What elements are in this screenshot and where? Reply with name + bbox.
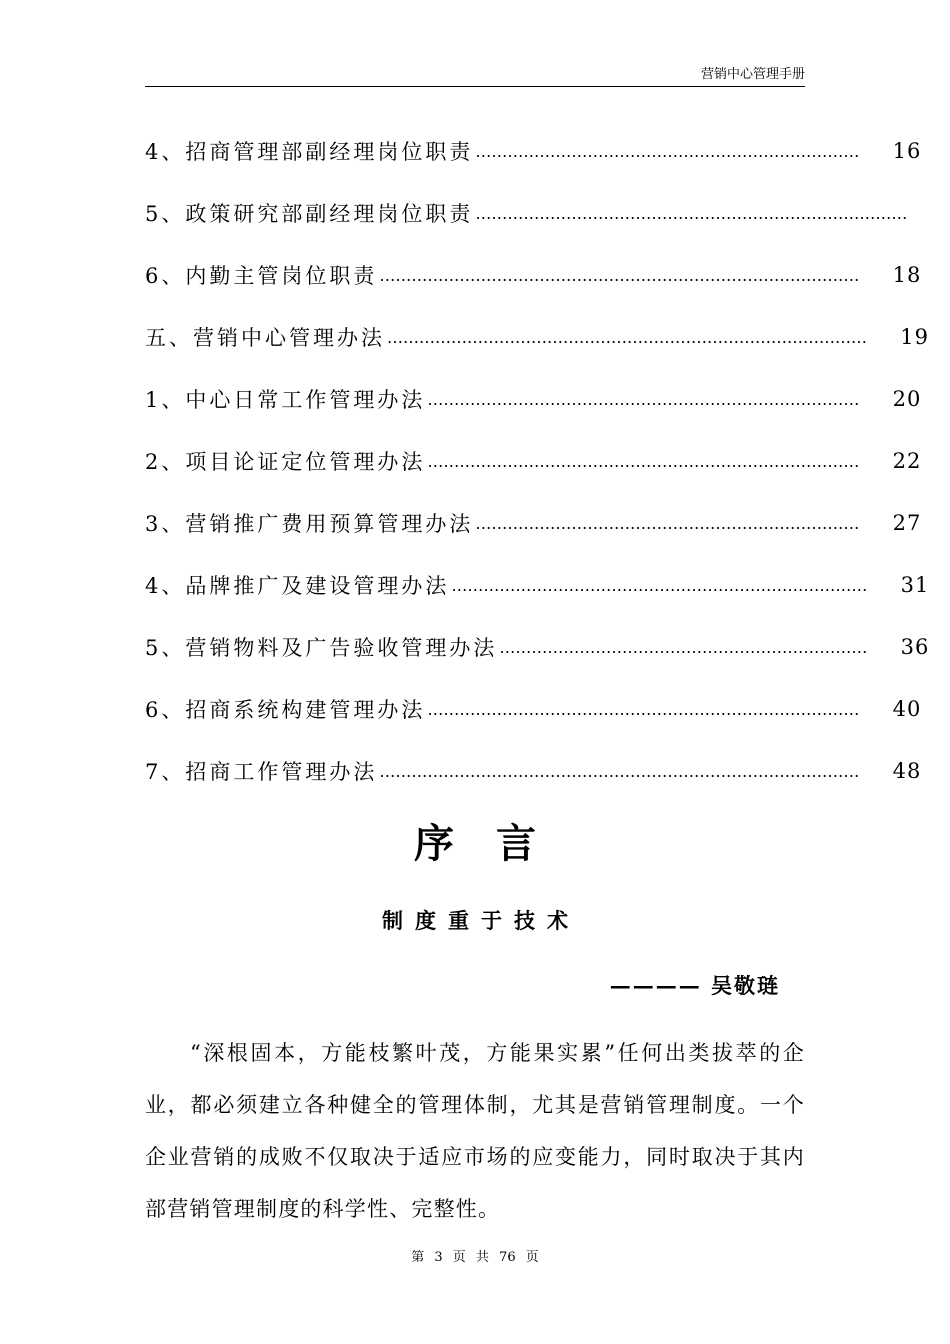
toc-entry-label: 3、营销推广费用预算管理办法	[145, 512, 474, 536]
toc-entry-label: 6、招商系统构建管理办法	[145, 698, 426, 722]
toc-entry[interactable]	[145, 244, 922, 306]
toc-entry-leader: ………………………………………………………………………………	[387, 327, 867, 347]
toc-entry-leader: ………………………………………………………………………	[475, 203, 908, 223]
toc-entry-page: 18	[892, 263, 922, 287]
toc-entry-label: 五、营销中心管理办法	[145, 326, 385, 350]
toc-entry[interactable]	[145, 554, 930, 616]
toc-entry-label: 2、项目论证定位管理办法	[145, 450, 426, 474]
toc-entry[interactable]	[145, 740, 922, 802]
toc-entry-leader: ………………………………………………………………………………	[379, 265, 860, 285]
toc-entry-label: 6、内勤主管岗位职责	[145, 264, 378, 288]
toc-entry-page: 36	[900, 635, 930, 659]
page-header	[145, 66, 805, 87]
toc-entry-leader: ………………………………………………………………………	[427, 699, 860, 719]
toc-entry-page: 22	[892, 449, 922, 473]
toc-entry-leader: ………………………………………………………………………………	[379, 761, 860, 781]
section-author: ———— 吴敬琏	[609, 973, 780, 998]
toc-entry-page: 20	[892, 387, 922, 411]
toc-entry-label: 4、品牌推广及建设管理办法	[145, 574, 450, 598]
toc-entry-page: 27	[892, 511, 922, 535]
toc-entry-label: 7、招商工作管理办法	[145, 760, 378, 784]
toc-entry[interactable]	[145, 678, 922, 740]
page-footer: 第 3 页 共 76 页	[411, 1250, 539, 1265]
toc-entry[interactable]	[145, 430, 922, 492]
toc-entry[interactable]	[145, 368, 922, 430]
toc-entry-page: 48	[892, 759, 922, 783]
toc-entry-leader: ………………………………………………………………………	[427, 389, 860, 409]
toc-entry[interactable]	[145, 306, 929, 368]
toc-entry-label: 1、中心日常工作管理办法	[145, 388, 426, 412]
toc-entry[interactable]	[145, 120, 922, 182]
toc-entry-page: 31	[900, 573, 930, 597]
toc-entry[interactable]	[145, 492, 922, 554]
toc-entry-leader: ………………………………………………………………………	[427, 451, 860, 471]
table-of-contents	[145, 120, 930, 802]
toc-entry-page: 16	[892, 139, 922, 163]
toc-entry-leader: ……………………………………………………………………	[451, 575, 868, 595]
section-subtitle: 制度重于技术	[382, 908, 580, 933]
toc-entry-page: 19	[900, 325, 929, 349]
body-paragraph: “深根固本，方能枝繁叶茂，方能果实累”任何出类拔萃的企业，都必须建立各种健全的管理体制，尤其是营销管理制度。一个企业营销的成败不仅取决于适应市场的应变能力，同时取决于其内部营销管理制度的科学性、完整性。	[145, 1041, 805, 1221]
toc-entry-leader: ………………………………………………………………	[475, 141, 860, 161]
toc-entry-page: 40	[892, 697, 922, 721]
toc-entry-leader: ………………………………………………………………	[475, 513, 860, 533]
header-title: 营销中心管理手册	[700, 67, 805, 82]
toc-entry[interactable]	[145, 616, 930, 678]
toc-entry[interactable]	[145, 182, 908, 244]
section-title: 序言	[414, 820, 578, 867]
toc-entry-label: 5、营销物料及广告验收管理办法	[145, 636, 498, 660]
toc-entry-label: 4、招商管理部副经理岗位职责	[145, 140, 474, 164]
toc-entry-label: 5、政策研究部副经理岗位职责	[145, 202, 474, 226]
toc-entry-leader: ……………………………………………………………	[499, 637, 868, 657]
